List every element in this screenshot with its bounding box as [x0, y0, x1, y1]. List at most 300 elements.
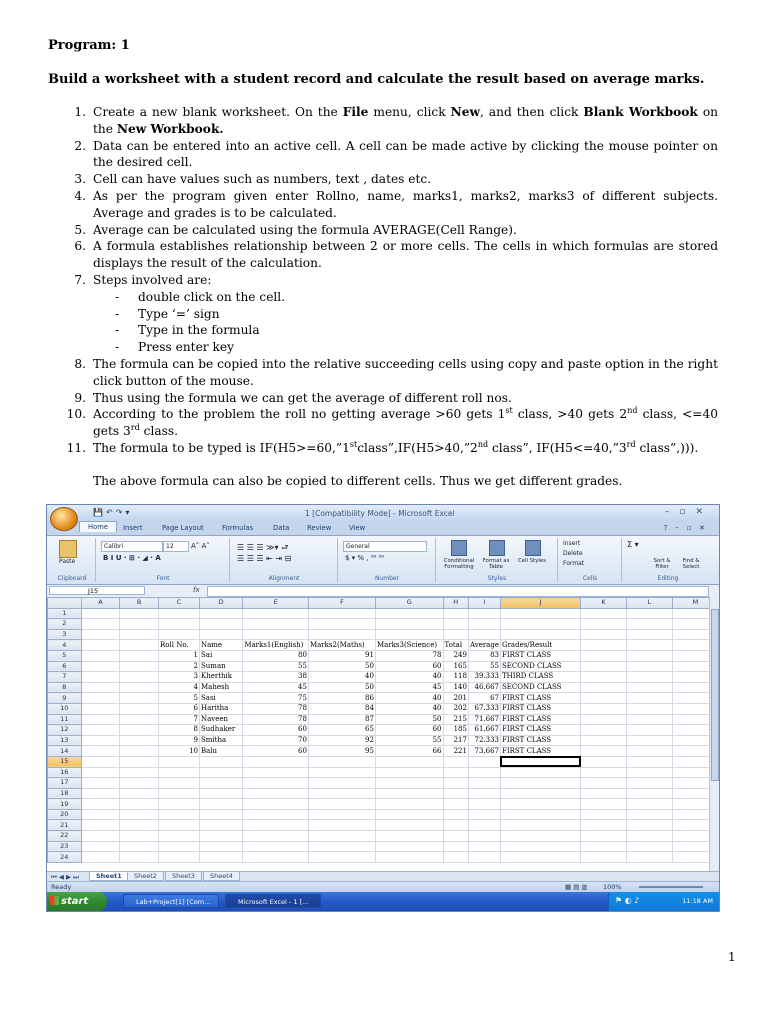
cell[interactable] — [200, 756, 243, 767]
cell[interactable] — [468, 629, 500, 640]
cell[interactable]: 118 — [443, 672, 468, 683]
cell[interactable] — [81, 661, 120, 672]
cell[interactable] — [81, 703, 120, 714]
cell[interactable] — [308, 788, 375, 799]
cell[interactable] — [581, 799, 627, 810]
select-all-corner[interactable] — [48, 598, 82, 609]
cell[interactable] — [159, 608, 200, 619]
cell[interactable]: Mahesh — [200, 682, 243, 693]
cell[interactable] — [443, 852, 468, 863]
cell[interactable] — [500, 852, 580, 863]
cell[interactable]: 6 — [159, 703, 200, 714]
cell[interactable]: FIRST CLASS — [500, 746, 580, 757]
cell[interactable] — [200, 809, 243, 820]
cell[interactable] — [375, 799, 443, 810]
cell[interactable]: 221 — [443, 746, 468, 757]
cell[interactable] — [627, 746, 673, 757]
cell[interactable] — [120, 672, 159, 683]
cell[interactable]: 91 — [308, 650, 375, 661]
cell[interactable] — [120, 650, 159, 661]
row-header[interactable]: 9 — [48, 693, 82, 704]
cell[interactable] — [500, 841, 580, 852]
cell[interactable] — [308, 809, 375, 820]
office-button-icon[interactable] — [50, 507, 78, 531]
delete-cells-button[interactable]: Delete — [563, 550, 583, 557]
cell[interactable]: 67 — [468, 693, 500, 704]
format-cells-button[interactable]: Format — [563, 560, 585, 567]
cell[interactable]: 61.667 — [468, 725, 500, 736]
cell[interactable] — [627, 619, 673, 630]
cell[interactable] — [243, 619, 309, 630]
cell[interactable]: 83 — [468, 650, 500, 661]
row-header[interactable]: 3 — [48, 629, 82, 640]
cell[interactable] — [81, 778, 120, 789]
cell[interactable]: 86 — [308, 693, 375, 704]
cell[interactable] — [81, 799, 120, 810]
column-header[interactable]: I — [468, 598, 500, 609]
cell[interactable]: 71.667 — [468, 714, 500, 725]
cell[interactable] — [243, 841, 309, 852]
cell[interactable]: FIRST CLASS — [500, 714, 580, 725]
cell[interactable]: 185 — [443, 725, 468, 736]
cell[interactable] — [243, 778, 309, 789]
cell[interactable]: 65 — [308, 725, 375, 736]
tab-insert[interactable]: Insert — [123, 524, 143, 532]
taskbar-button[interactable]: Lab+Project[1] [Com... — [123, 894, 219, 908]
sheet-tab[interactable]: Sheet4 — [203, 872, 240, 881]
cell[interactable] — [627, 672, 673, 683]
view-buttons-icon[interactable]: ▦ ▤ ▥ — [565, 883, 588, 891]
cell[interactable] — [468, 831, 500, 842]
cell[interactable] — [581, 809, 627, 820]
cell[interactable] — [627, 629, 673, 640]
cell[interactable] — [81, 608, 120, 619]
row-header[interactable]: 6 — [48, 661, 82, 672]
cell[interactable] — [81, 841, 120, 852]
cell[interactable] — [200, 820, 243, 831]
cell[interactable] — [627, 682, 673, 693]
taskbar-button[interactable]: Microsoft Excel - 1 [... — [225, 894, 321, 908]
sheet-nav-arrows-icon[interactable]: ⏮ ◀ ▶ ⏭ — [51, 873, 79, 881]
cell[interactable]: 8 — [159, 725, 200, 736]
cell[interactable] — [120, 778, 159, 789]
cell[interactable] — [500, 778, 580, 789]
cell[interactable] — [468, 619, 500, 630]
cell[interactable] — [243, 809, 309, 820]
cell[interactable] — [159, 809, 200, 820]
cell[interactable] — [81, 788, 120, 799]
formula-input[interactable] — [207, 586, 709, 597]
cell[interactable] — [627, 608, 673, 619]
cell[interactable] — [443, 831, 468, 842]
cell[interactable]: Marks1(English) — [243, 640, 309, 651]
cell[interactable] — [120, 661, 159, 672]
cell[interactable] — [581, 693, 627, 704]
cell[interactable] — [308, 831, 375, 842]
cell[interactable] — [81, 767, 120, 778]
cell[interactable]: 45 — [375, 682, 443, 693]
cell[interactable] — [159, 820, 200, 831]
cell[interactable] — [243, 608, 309, 619]
cell[interactable] — [81, 746, 120, 757]
insert-cells-button[interactable]: Insert — [563, 540, 581, 547]
cell[interactable]: Sai — [200, 650, 243, 661]
cell[interactable] — [120, 852, 159, 863]
cell[interactable] — [468, 852, 500, 863]
cell[interactable] — [581, 831, 627, 842]
cell[interactable] — [120, 608, 159, 619]
cell[interactable] — [581, 608, 627, 619]
cell[interactable] — [627, 820, 673, 831]
bold-italic-underline-icon[interactable]: B I U · ⊞ · ◢ · A — [103, 554, 161, 562]
cell[interactable] — [243, 788, 309, 799]
cell[interactable]: 215 — [443, 714, 468, 725]
cell[interactable] — [120, 640, 159, 651]
cell[interactable] — [159, 788, 200, 799]
cell[interactable] — [375, 852, 443, 863]
cell[interactable]: 40 — [308, 672, 375, 683]
cell[interactable] — [375, 619, 443, 630]
cell[interactable] — [308, 767, 375, 778]
tray-icons-icon[interactable]: ⚑ ◐ ♪ — [615, 896, 640, 905]
cell[interactable]: FIRST CLASS — [500, 703, 580, 714]
cell[interactable] — [375, 831, 443, 842]
cell[interactable] — [581, 661, 627, 672]
cell[interactable] — [581, 703, 627, 714]
tab-home[interactable]: Home — [79, 521, 117, 532]
cell[interactable] — [120, 693, 159, 704]
help-controls-icon[interactable]: ?–▫✕ — [663, 524, 713, 532]
cell[interactable] — [627, 640, 673, 651]
cell[interactable]: Haritha — [200, 703, 243, 714]
cell[interactable]: 50 — [308, 661, 375, 672]
cell[interactable]: 84 — [308, 703, 375, 714]
cell[interactable]: 73.667 — [468, 746, 500, 757]
cell[interactable] — [443, 619, 468, 630]
cell[interactable] — [243, 852, 309, 863]
cell-styles-icon[interactable] — [525, 540, 541, 556]
cell[interactable] — [443, 820, 468, 831]
cell[interactable]: 40 — [375, 693, 443, 704]
column-header[interactable]: H — [443, 598, 468, 609]
cell[interactable] — [468, 820, 500, 831]
cell[interactable]: Kherthik — [200, 672, 243, 683]
cell[interactable] — [200, 767, 243, 778]
cell[interactable] — [120, 788, 159, 799]
cell[interactable]: Sudhaker — [200, 725, 243, 736]
cell[interactable]: 45 — [243, 682, 309, 693]
cell[interactable] — [81, 672, 120, 683]
cell[interactable] — [159, 841, 200, 852]
align-top-icon[interactable]: ☰ ☰ ☰ ≫▾ ⮐ — [237, 543, 289, 552]
cell[interactable] — [581, 841, 627, 852]
cell[interactable] — [627, 852, 673, 863]
cell[interactable]: 80 — [243, 650, 309, 661]
cell[interactable] — [81, 629, 120, 640]
cell[interactable] — [627, 841, 673, 852]
column-header[interactable]: B — [120, 598, 159, 609]
paste-icon[interactable] — [59, 540, 77, 558]
cell[interactable]: Marks2(Maths) — [308, 640, 375, 651]
row-header[interactable]: 24 — [48, 852, 82, 863]
row-header[interactable]: 20 — [48, 809, 82, 820]
row-header[interactable]: 21 — [48, 820, 82, 831]
vertical-scrollbar[interactable] — [709, 597, 719, 871]
cell[interactable]: 50 — [308, 682, 375, 693]
cell[interactable]: 3 — [159, 672, 200, 683]
cell[interactable] — [200, 831, 243, 842]
cell[interactable] — [120, 682, 159, 693]
cell[interactable] — [159, 629, 200, 640]
cell[interactable]: Naveen — [200, 714, 243, 725]
font-size-select[interactable]: 12 — [163, 541, 189, 552]
cell[interactable] — [120, 756, 159, 767]
cell[interactable] — [468, 767, 500, 778]
cell[interactable]: 55 — [375, 735, 443, 746]
cell[interactable] — [81, 735, 120, 746]
cell[interactable] — [81, 714, 120, 725]
row-header[interactable]: 23 — [48, 841, 82, 852]
cell[interactable] — [120, 809, 159, 820]
cell[interactable]: FIRST CLASS — [500, 725, 580, 736]
row-header[interactable]: 7 — [48, 672, 82, 683]
cell[interactable] — [120, 841, 159, 852]
cell[interactable]: Suman — [200, 661, 243, 672]
cell[interactable]: 60 — [243, 725, 309, 736]
cell[interactable]: 249 — [443, 650, 468, 661]
cell[interactable] — [581, 629, 627, 640]
cell[interactable] — [159, 831, 200, 842]
cell[interactable]: 40 — [375, 672, 443, 683]
cell[interactable]: 165 — [443, 661, 468, 672]
number-format-select[interactable]: General — [343, 541, 427, 552]
cell[interactable]: 39.333 — [468, 672, 500, 683]
row-header[interactable]: 15 — [48, 756, 82, 767]
cell[interactable]: 40 — [375, 703, 443, 714]
row-header[interactable]: 2 — [48, 619, 82, 630]
cell[interactable] — [581, 788, 627, 799]
window-controls-icon[interactable]: –▫✕ — [664, 507, 713, 517]
cell[interactable] — [500, 788, 580, 799]
cell[interactable] — [200, 619, 243, 630]
cell[interactable] — [581, 820, 627, 831]
cell[interactable] — [375, 820, 443, 831]
cell[interactable] — [81, 725, 120, 736]
cell[interactable] — [500, 799, 580, 810]
cell[interactable]: 201 — [443, 693, 468, 704]
column-header[interactable]: K — [581, 598, 627, 609]
cell[interactable] — [243, 767, 309, 778]
cell[interactable]: 9 — [159, 735, 200, 746]
cell[interactable]: Balu — [200, 746, 243, 757]
cell[interactable] — [308, 799, 375, 810]
row-header[interactable]: 13 — [48, 735, 82, 746]
column-header[interactable]: L — [627, 598, 673, 609]
cell[interactable] — [375, 841, 443, 852]
tab-view[interactable]: View — [349, 524, 366, 532]
cell[interactable] — [468, 788, 500, 799]
cell[interactable]: 2 — [159, 661, 200, 672]
cell[interactable] — [581, 725, 627, 736]
cell[interactable] — [120, 831, 159, 842]
cell[interactable] — [627, 831, 673, 842]
autosum-icon[interactable]: Σ ▾ — [627, 540, 639, 549]
cell[interactable] — [581, 640, 627, 651]
cell[interactable] — [120, 703, 159, 714]
cell[interactable] — [375, 767, 443, 778]
cell[interactable] — [468, 799, 500, 810]
cell[interactable]: Roll No. — [159, 640, 200, 651]
cell[interactable]: 5 — [159, 693, 200, 704]
cell[interactable] — [468, 608, 500, 619]
cell[interactable] — [159, 852, 200, 863]
quick-access-toolbar-icon[interactable]: 💾↶↷▾ — [93, 508, 133, 517]
cell[interactable]: SECOND CLASS — [500, 661, 580, 672]
cell[interactable]: 10 — [159, 746, 200, 757]
cell[interactable] — [627, 714, 673, 725]
cell[interactable] — [308, 756, 375, 767]
cell[interactable] — [581, 778, 627, 789]
cell[interactable]: 60 — [375, 725, 443, 736]
row-header[interactable]: 14 — [48, 746, 82, 757]
cell[interactable] — [81, 831, 120, 842]
cell[interactable] — [375, 788, 443, 799]
cell[interactable]: 55 — [468, 661, 500, 672]
row-header[interactable]: 1 — [48, 608, 82, 619]
cell[interactable] — [120, 746, 159, 757]
cell[interactable]: FIRST CLASS — [500, 650, 580, 661]
sheet-tab[interactable]: Sheet1 — [89, 872, 129, 881]
column-header[interactable]: E — [243, 598, 309, 609]
cell[interactable] — [81, 682, 120, 693]
cell[interactable] — [375, 756, 443, 767]
cell[interactable] — [581, 767, 627, 778]
cell[interactable]: 78 — [243, 703, 309, 714]
fx-icon[interactable]: fx — [193, 586, 200, 594]
cell[interactable] — [308, 841, 375, 852]
column-header[interactable]: C — [159, 598, 200, 609]
cell[interactable]: 50 — [375, 714, 443, 725]
cell[interactable] — [308, 629, 375, 640]
cell[interactable]: 78 — [243, 714, 309, 725]
cell[interactable] — [200, 608, 243, 619]
cell[interactable] — [375, 629, 443, 640]
cell[interactable] — [81, 756, 120, 767]
cell[interactable] — [243, 799, 309, 810]
cell[interactable]: 72.333 — [468, 735, 500, 746]
cell[interactable] — [500, 608, 580, 619]
column-header[interactable]: D — [200, 598, 243, 609]
sheet-tab[interactable]: Sheet2 — [127, 872, 164, 881]
cell[interactable]: 92 — [308, 735, 375, 746]
cell[interactable] — [627, 703, 673, 714]
row-header[interactable]: 4 — [48, 640, 82, 651]
column-header[interactable]: A — [81, 598, 120, 609]
name-box[interactable]: J15 — [49, 586, 145, 595]
cell[interactable]: FIRST CLASS — [500, 735, 580, 746]
cell[interactable] — [120, 725, 159, 736]
cell[interactable]: 38 — [243, 672, 309, 683]
cell[interactable] — [500, 820, 580, 831]
cell[interactable] — [627, 756, 673, 767]
cell[interactable] — [443, 608, 468, 619]
row-header[interactable]: 19 — [48, 799, 82, 810]
cell[interactable]: SECOND CLASS — [500, 682, 580, 693]
cell[interactable]: 67.333 — [468, 703, 500, 714]
cell[interactable] — [200, 852, 243, 863]
cell[interactable]: Average — [469, 640, 499, 649]
cell[interactable]: Grades/Result — [500, 640, 580, 651]
cell[interactable] — [627, 661, 673, 672]
cell[interactable] — [581, 852, 627, 863]
cell[interactable] — [581, 619, 627, 630]
cell[interactable] — [581, 714, 627, 725]
start-button[interactable]: start — [47, 892, 107, 911]
conditional-formatting-icon[interactable] — [451, 540, 467, 556]
cell[interactable] — [443, 799, 468, 810]
cell[interactable]: Sasi — [200, 693, 243, 704]
cell[interactable] — [443, 788, 468, 799]
cell[interactable] — [443, 756, 468, 767]
column-header[interactable]: M — [672, 598, 718, 609]
tab-review[interactable]: Review — [307, 524, 332, 532]
cell[interactable]: 202 — [443, 703, 468, 714]
cell[interactable] — [500, 629, 580, 640]
cell-table[interactable] — [47, 597, 719, 863]
cell[interactable] — [468, 841, 500, 852]
sheet-tab[interactable]: Sheet3 — [165, 872, 202, 881]
tab-formulas[interactable]: Formulas — [222, 524, 254, 532]
cell[interactable] — [443, 778, 468, 789]
cell[interactable]: Total — [443, 640, 468, 651]
cell[interactable]: FIRST CLASS — [500, 693, 580, 704]
cell[interactable] — [120, 799, 159, 810]
grow-shrink-font-icon[interactable]: A˄ A˅ — [191, 542, 210, 550]
cell[interactable] — [375, 608, 443, 619]
cell[interactable] — [581, 672, 627, 683]
cell[interactable]: Smitha — [200, 735, 243, 746]
cell[interactable] — [243, 831, 309, 842]
cell[interactable] — [120, 735, 159, 746]
row-header[interactable]: 10 — [48, 703, 82, 714]
tab-data[interactable]: Data — [273, 524, 290, 532]
cell[interactable] — [308, 820, 375, 831]
cell[interactable] — [443, 841, 468, 852]
cell[interactable] — [120, 629, 159, 640]
cell[interactable] — [581, 650, 627, 661]
cell[interactable] — [81, 640, 120, 651]
align-left-icon[interactable]: ☰ ☰ ☰ ⇤ ⇥ ⊟ — [237, 554, 292, 563]
cell[interactable]: 95 — [308, 746, 375, 757]
cell[interactable]: 70 — [243, 735, 309, 746]
row-header[interactable]: 11 — [48, 714, 82, 725]
cell[interactable] — [200, 788, 243, 799]
format-as-table-icon[interactable] — [489, 540, 505, 556]
column-header[interactable]: F — [308, 598, 375, 609]
sort-filter-button[interactable]: Sort & Filter — [653, 558, 671, 570]
currency-percent-icon[interactable]: $ ▾ % , ⁰⁰ ⁰⁰ — [345, 554, 385, 562]
cell[interactable] — [81, 809, 120, 820]
cell[interactable]: 55 — [243, 661, 309, 672]
cell[interactable]: 60 — [243, 746, 309, 757]
cell[interactable] — [627, 809, 673, 820]
row-header[interactable]: 16 — [48, 767, 82, 778]
column-header[interactable]: J — [500, 598, 580, 609]
cell[interactable]: 75 — [243, 693, 309, 704]
cell[interactable] — [443, 809, 468, 820]
cell[interactable] — [627, 725, 673, 736]
cell[interactable] — [200, 778, 243, 789]
